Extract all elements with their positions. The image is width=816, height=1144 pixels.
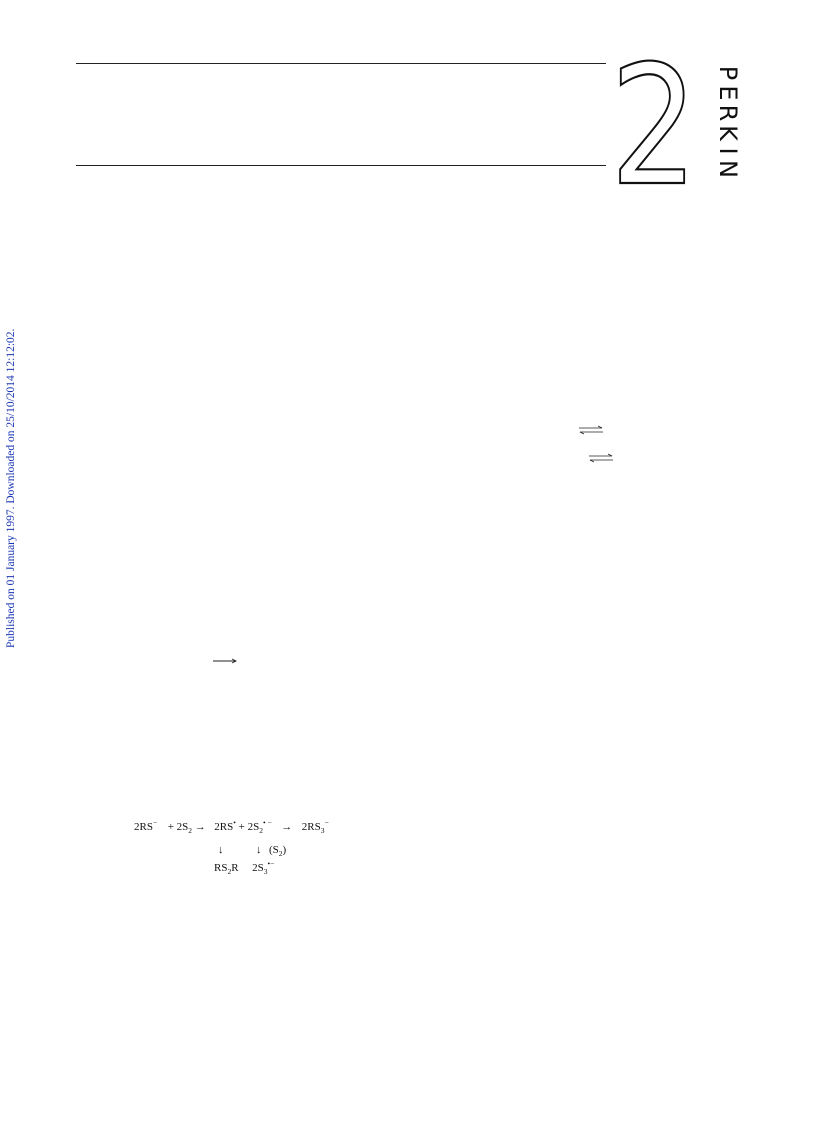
scheme-row-2 [218, 845, 286, 858]
disulfur-radical-anion: $2S_2^{• -}$ [247, 818, 272, 835]
plus-sign: + [167, 821, 174, 833]
reaction-arrow-glyph: → [281, 821, 293, 833]
logo-letter-r: R [714, 104, 742, 122]
logo-numeral: 2 [610, 55, 698, 190]
down-arrow-glyph: ↓ [256, 844, 262, 856]
header-rule-bottom [76, 165, 606, 166]
logo-letter-e: E [714, 85, 742, 101]
scheme-row-3 [214, 860, 274, 876]
logo-letter-p: P [714, 65, 742, 81]
reaction-arrow [212, 657, 238, 665]
logo-letter-i: I [714, 147, 742, 155]
equilibrium-arrow-2 [588, 453, 614, 463]
logo-letter-n: N [714, 160, 742, 178]
trisulfur-radical-anion: $2S_3^{•-}$ [252, 859, 275, 876]
perkin-2-logo [610, 55, 750, 190]
scheme-row-1 [134, 819, 329, 835]
plus-sign: + [238, 821, 245, 833]
disulfur-condition: $(S_2)$ [269, 844, 287, 858]
logo-letter-k: K [714, 125, 742, 141]
header-rule-top [76, 63, 606, 64]
thiyl-radical: 2RS• [214, 818, 236, 833]
logo-word-perkin [714, 66, 742, 178]
reactant-thiolate: 2RS− [134, 818, 158, 833]
down-arrow-glyph: ↓ [218, 844, 224, 856]
reactant-disulfur: $2S_2$ [176, 821, 193, 835]
publication-note: Published on 01 January 1997. Downloaded on 25/10/2014 12:12:02. [5, 328, 17, 648]
product-disulfide: $RS_2R$ [214, 862, 239, 876]
reaction-arrow-glyph: → [194, 821, 206, 833]
equilibrium-arrow-1 [578, 425, 604, 435]
product-trisulfide: $2RS_3^-$ [301, 818, 329, 835]
